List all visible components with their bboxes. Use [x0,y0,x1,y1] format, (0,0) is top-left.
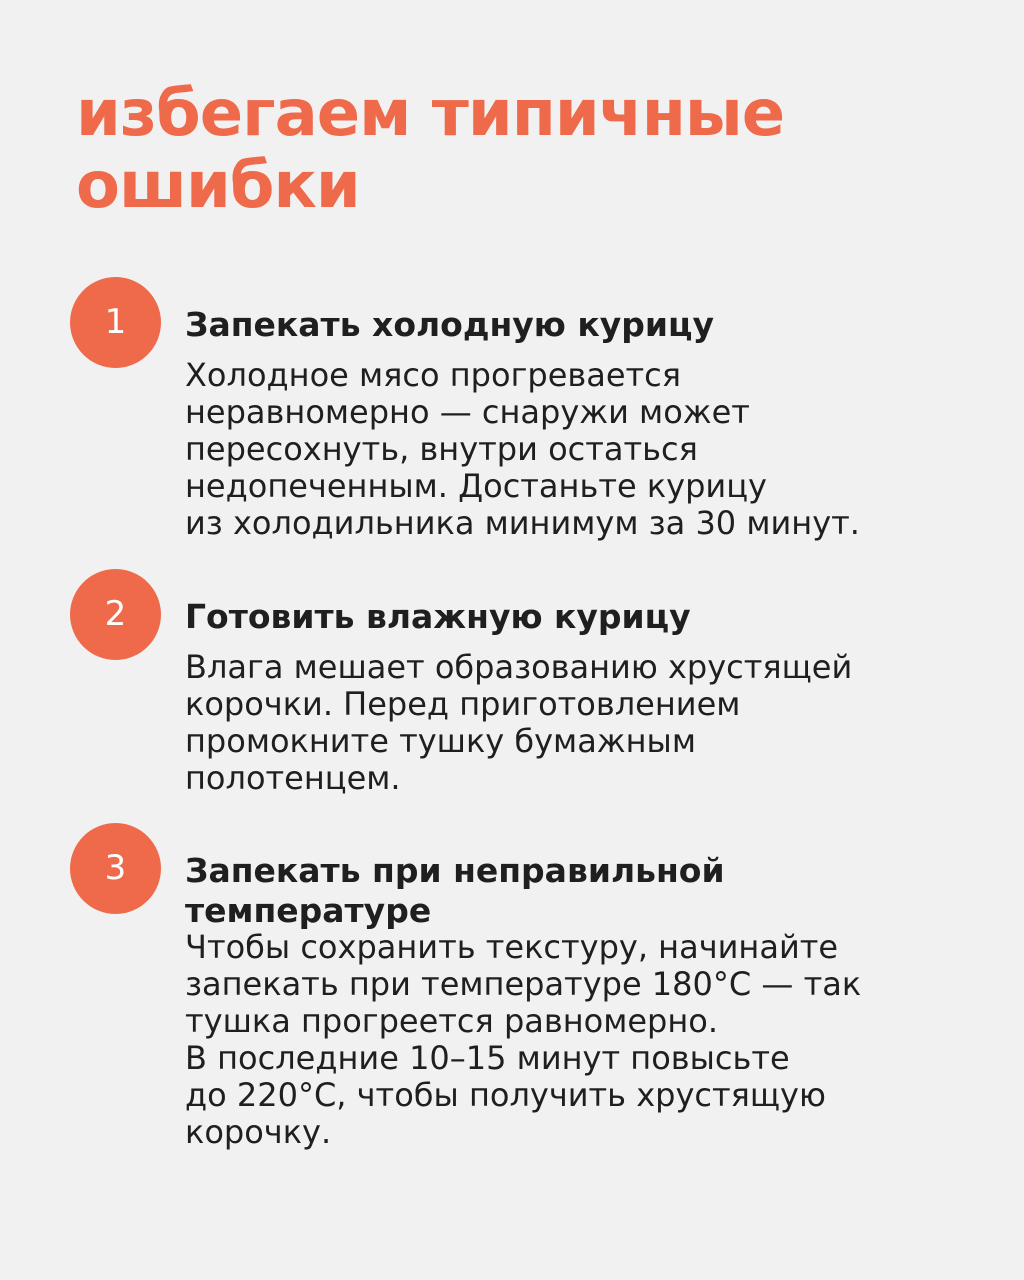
mistake-description [185,357,945,542]
mistake-description-line: Влага мешает образованию хрустящей [185,648,853,686]
mistake-heading-line: Готовить влажную курицу [185,597,691,636]
page-title-line: избегаем типичные [76,77,785,151]
mistake-description-line: запекать при температуре 180°C — так [185,965,862,1003]
mistake-description-line: неравномерно — снаружи может [185,393,750,431]
mistake-description-line: В последние 10–15 минут повысьте [185,1039,790,1077]
mistake-description-line: Холодное мясо прогревается [185,356,682,394]
mistake-heading [185,305,945,345]
number-badge: 2 [70,569,161,660]
mistake-heading [185,597,945,637]
mistake-description-line: недопеченным. Достаньте курицу [185,467,767,505]
page-title [76,78,936,222]
number-badge: 1 [70,277,161,368]
mistake-heading-line: температуре [185,891,432,930]
mistake-heading-line: Запекать холодную курицу [185,305,714,344]
mistake-description-line: промокните тушку бумажным [185,722,696,760]
page-title-line: ошибки [76,149,360,223]
mistake-description-line: пересохнуть, внутри остаться [185,430,698,468]
mistake-heading-line: Запекать при неправильной [185,851,725,890]
mistake-description-line: Чтобы сохранить текстуру, начинайте [185,928,839,966]
mistake-description-line: до 220°C, чтобы получить хрустящую [185,1076,826,1114]
mistake-description-line: тушка прогреется равномерно. [185,1002,719,1040]
mistake-description [185,929,945,1151]
mistake-description-line: корочки. Перед приготовлением [185,685,741,723]
mistake-description-line: из холодильника минимум за 30 минут. [185,504,860,542]
mistake-description-line: корочку. [185,1113,332,1151]
mistake-heading [185,851,945,931]
mistake-description [185,649,945,797]
number-badge: 3 [70,823,161,914]
mistake-description-line: полотенцем. [185,759,401,797]
